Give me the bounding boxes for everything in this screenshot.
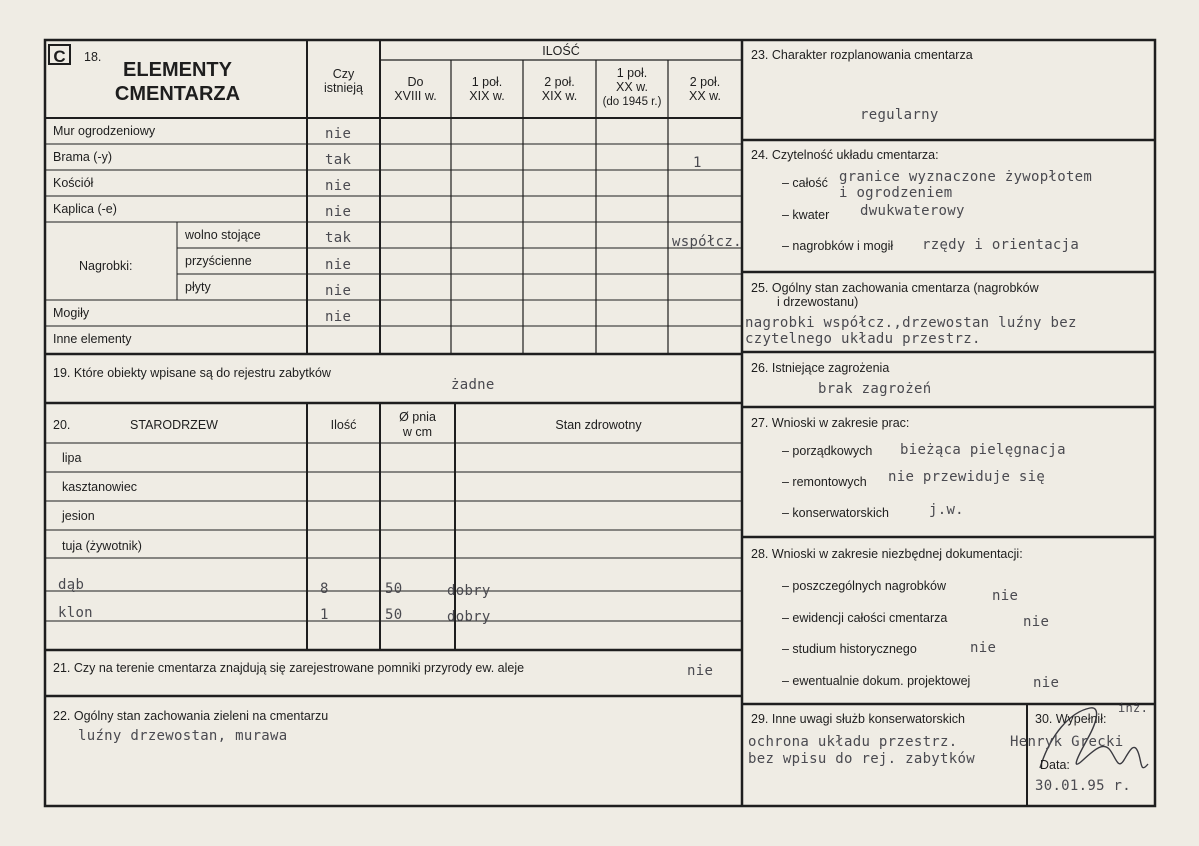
col-header: (do 1945 r.) (602, 96, 662, 108)
sec30-date: 30.01.95 r. (1035, 778, 1132, 794)
row-exists-kosciol: nie (325, 178, 352, 194)
sec19-value: żadne (451, 377, 495, 393)
sec29-value1: ochrona układu przestrz. (748, 734, 958, 750)
col-header: XX w. (689, 89, 721, 103)
row-exists-mogily: nie (325, 309, 352, 325)
row-label-wolno-stojace: wolno stojące (185, 228, 261, 242)
sec30-label: 30. Wypełnił: (1035, 712, 1107, 726)
row-label-brama: Brama (-y) (53, 150, 113, 164)
sec29-label: 29. Inne uwagi służb konserwatorskich (751, 712, 966, 726)
sec27-item-label: – porządkowych (782, 444, 873, 458)
sec29-value2: bez wpisu do rej. zabytków (748, 751, 975, 767)
sec24-calosc-label: – całość (782, 176, 828, 190)
sec27-item-value: j.w. (929, 502, 964, 518)
sec25-value1: nagrobki współcz.,drzewostan luźny bez (745, 315, 1077, 331)
row-label-mogily: Mogiły (53, 306, 90, 320)
sec20-stan-header: Stan zdrowotny (555, 418, 642, 432)
sec27-item-value: bieżąca pielęgnacja (900, 442, 1066, 458)
sec27-item-value: nie przewiduje się (888, 469, 1046, 485)
tree-klon-health: dobry (447, 609, 491, 625)
section-title-line2: CMENTARZA (114, 83, 241, 105)
sec24-nagrobkow-label: – nagrobków i mogił (782, 239, 894, 253)
sec24-label: 24. Czytelność układu cmentarza: (751, 148, 939, 162)
row-exists-plyty: nie (325, 283, 352, 299)
col-header: XX w. (616, 80, 648, 94)
row-label-kosciol: Kościół (53, 176, 94, 190)
sec23-label: 23. Charakter rozplanowania cmentarza (751, 48, 973, 62)
sec27-item-label: – konserwatorskich (782, 506, 889, 520)
section-number: 18. (84, 50, 102, 64)
sec28-item-value: nie (992, 588, 1019, 604)
sec30-title: inż. (1118, 701, 1149, 715)
sec20-number: 20. (53, 418, 71, 432)
row-exists-kaplica: nie (325, 204, 352, 220)
tree-klon-qty: 1 (320, 607, 329, 623)
tree-lipa: lipa (62, 451, 82, 465)
sec25-label1: 25. Ogólny stan zachowania cmentarza (nagrobków (751, 281, 1039, 295)
sec28-item-label: – ewidencji całości cmentarza (782, 611, 948, 625)
sec28-item-label: – ewentualnie dokum. projektowej (782, 674, 971, 688)
ilosc-header: ILOŚĆ (542, 44, 580, 58)
col-header: XIX w. (469, 89, 505, 103)
tree-jesion: jesion (62, 509, 95, 523)
tree-dab-health: dobry (447, 583, 491, 599)
sec25-label2: i drzewostanu) (777, 295, 859, 309)
row-exists-mur: nie (325, 126, 352, 142)
row-label-kaplica: Kaplica (-e) (53, 202, 117, 216)
row-label-inne: Inne elementy (53, 332, 132, 346)
section-title-line1: ELEMENTY (123, 59, 232, 81)
sec27-label: 27. Wnioski w zakresie prac: (751, 416, 910, 430)
row-label-plyty: płyty (185, 280, 211, 294)
col-header: XVIII w. (394, 89, 437, 103)
row-label-przyscienne: przyścienne (185, 254, 252, 268)
col-header: Do (407, 75, 424, 89)
nagrobki-label: Nagrobki: (79, 259, 133, 273)
col-header: 1 poł. (471, 75, 503, 89)
sec24-calosc-value2: i ogrodzeniem (839, 185, 953, 201)
sec20-pien-header: Ø pnia (399, 410, 436, 424)
sec27-item-label: – remontowych (782, 475, 867, 489)
sec24-calosc-value1: granice wyznaczone żywopłotem (839, 169, 1093, 185)
sec28-item-value: nie (970, 640, 997, 656)
tree-klon-diam: 50 (385, 607, 403, 623)
col-header: XIX w. (541, 89, 578, 103)
col-header: 2 poł. (689, 75, 721, 89)
sec25-value2: czytelnego układu przestrz. (745, 331, 981, 347)
tree-kasztanowiec: kasztanowiec (62, 480, 138, 494)
sec22-label: 22. Ogólny stan zachowania zieleni na cmentarzu (53, 709, 329, 723)
sec24-kwater-label: – kwater (782, 208, 830, 222)
tree-tuja: tuja (żywotnik) (62, 539, 142, 553)
col-header: 1 poł. (616, 66, 648, 80)
sec19-label: 19. Które obiekty wpisane są do rejestru zabytków (53, 366, 331, 380)
sec30-name: Henryk Grecki (1010, 734, 1124, 750)
sec28-item-value: nie (1033, 675, 1060, 691)
section-letter: C (48, 44, 71, 65)
tree-dab-name: dąb (58, 577, 85, 593)
sec21-value: nie (687, 663, 714, 679)
tree-dab-qty: 8 (320, 581, 329, 597)
sec21-label: 21. Czy na terenie cmentarza znajdują się zarejestrowane pomniki przyrody ew. aleje (53, 661, 525, 675)
col-header: 2 poł. (544, 75, 575, 89)
row-label-mur: Mur ogrodzeniowy (53, 124, 156, 138)
row-wolno-stojace-value: współcz. (672, 234, 742, 250)
sec22-value: luźny drzewostan, murawa (78, 728, 288, 744)
sec28-item-label: – studium historycznego (782, 642, 917, 656)
sec20-pien-header2: w cm (402, 425, 433, 439)
row-exists-przyscienne: nie (325, 257, 352, 273)
sec28-item-value: nie (1023, 614, 1050, 630)
sec24-nagrobkow-value: rzędy i orientacja (922, 237, 1080, 253)
tree-dab-diam: 50 (385, 581, 403, 597)
istnieja-header: istnieją (324, 81, 363, 95)
sec30-date-label: Data: (1040, 758, 1070, 772)
sec20-ilosc-header: Ilość (330, 418, 357, 432)
sec26-label: 26. Istniejące zagrożenia (751, 361, 890, 375)
row-exists-brama: tak (325, 152, 352, 168)
sec24-kwater-value: dwukwaterowy (860, 203, 965, 219)
row-brama-count: 1 (693, 155, 702, 171)
czy-header: Czy (332, 67, 355, 81)
sec23-value: regularny (860, 107, 939, 123)
sec28-item-label: – poszczególnych nagrobków (782, 579, 946, 593)
row-exists-wolno-stojace: tak (325, 230, 352, 246)
sec20-title: STARODRZEW (130, 418, 218, 432)
sec26-value: brak zagrożeń (818, 381, 932, 397)
tree-klon-name: klon (58, 605, 93, 621)
sec28-label: 28. Wnioski w zakresie niezbędnej dokumentacji: (751, 547, 1023, 561)
